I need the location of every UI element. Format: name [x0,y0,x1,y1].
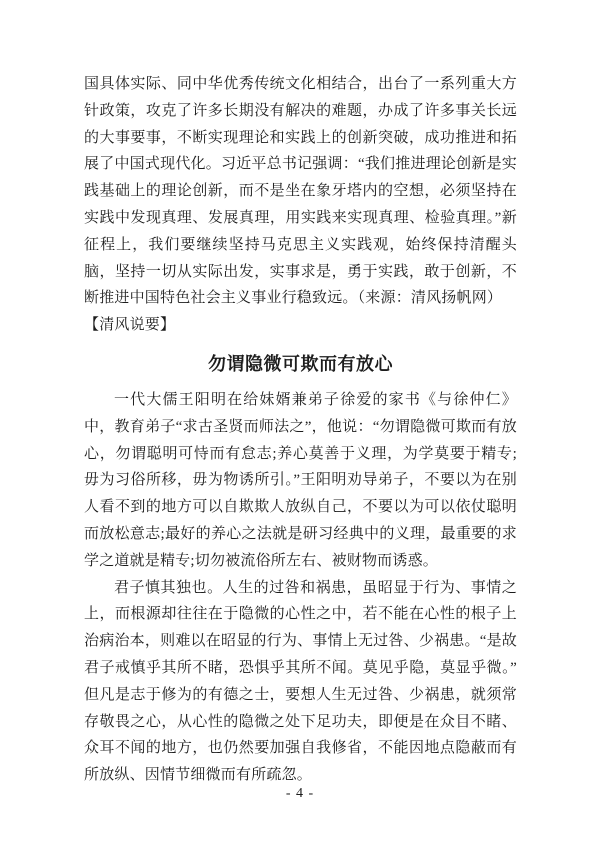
section-header: 【清风说要】 [84,317,176,334]
text-body [84,71,517,789]
article-paragraph-2: 君子慎其独也。人生的过咎和祸患，虽昭显于行为、事情之上，而根源却往往在于隐微的心性之中，若不能在心性的根子上治病治本，则难以在昭显的行为、事情上无过咎、少祸患。“是故君子戒慎乎其所不睹，恐惧乎其所不闻。莫见乎隐，莫显乎微。”但凡是志于修为的有德之士，要想人生无过咎、少祸患，就须常存敬畏之心，从心性的隐微之处下足功夫，即便是在众目不睹、众耳不闻的地方，也仍然要加强自我修省，不能因地点隐蔽而有所放纵、因情节细微而有所疏忽。 [84,579,517,784]
article-paragraph-1: 一代大儒王阳明在给妹婿兼弟子徐爱的家书《与徐仲仁》中，教育弟子“求古圣贤而师法之”，他说：“勿谓隐微可欺而有放心，勿谓聪明可恃而有怠志;养心莫善于义理，为学莫要于精专;毋为习俗所移，毋为物诱所引。”王阳明劝导弟子，不要以为在别人看不到的地方可以自欺欺人放纵自己，不要以为可以依仗聪明而放松意志;最好的养心之法就是研习经典中的义理，最重要的求学之道就是精专;切勿被流俗所左右、被财物而诱惑。 [84,391,517,569]
page-number: - 4 - [285,786,315,801]
paragraph-continued: 国具体实际、同中华优秀传统文化相结合，出台了一系列重大方针政策，攻克了许多长期没有解决的难题，办成了许多事关长远的大事要事，不断实现理论和实践上的创新突破，成功推进和拓展了中国式现代化。习近平总书记强调：“我们推进理论创新是实践基础上的理论创新，而不是坐在象牙塔内的空想，必须坚持在实践中发现真理、发展真理，用实践来实现真理、检验真理。”新征程上，我们要继续坚持马克思主义实践观，始终保持清醒头脑，坚持一切从实际出发，实事求是，勇于实践，敢于创新，不断推进中国特色社会主义事业行稳致远。（来源：清风扬帆网） [84,76,517,307]
article-title: 勿谓隐微可欺而有放心 [208,353,393,374]
